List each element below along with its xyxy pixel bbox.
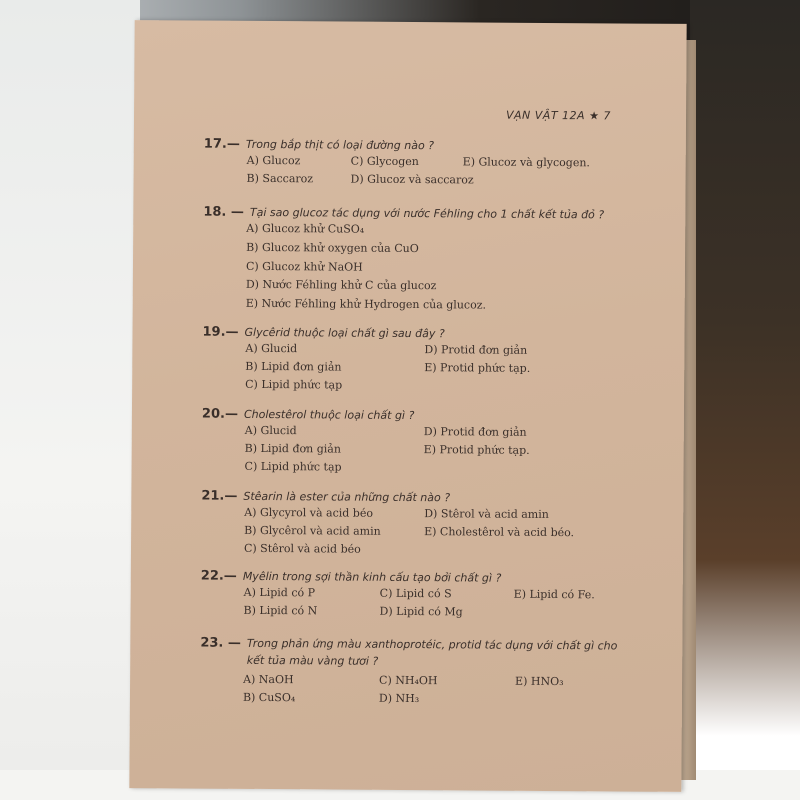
question-text: Glycêrid thuộc loại chất gì sau đây ? [244, 325, 445, 341]
option-c: C) Glucoz khử NaOH [245, 259, 363, 274]
option-c: C) Lipid phức tạp [245, 377, 343, 392]
option-a: A) Glycyrol và acid béo [244, 505, 374, 520]
option-e: E) Nước Féhling khử Hydrogen của glucoz. [245, 296, 487, 312]
option-d: D) Nước Féhling khử C của glucoz [245, 277, 437, 293]
option-a: A) Glucid [245, 341, 298, 356]
option-b: B) Lipid đơn giản [245, 359, 342, 374]
question-number: 21.— [201, 488, 238, 504]
option-a: A) Glucoz [246, 153, 301, 168]
option-b: B) Glycêrol và acid amin [244, 523, 381, 538]
document-page [129, 20, 686, 792]
option-d: D) NH₃ [378, 691, 420, 706]
option-b: B) Lipid đơn giản [244, 441, 341, 456]
question-21 [201, 489, 671, 561]
question-text: Trong bắp thịt có loại đường nào ? [245, 137, 435, 153]
question-19 [202, 325, 672, 397]
option-c: C) Lipid có S [379, 586, 452, 601]
question-text: Trong phản ứng màu xanthoprotéic, protid tác dụng với chất gì cho kết tủa màu vàng tươi ? [246, 636, 618, 668]
option-d: D) Protid đơn giản [423, 425, 527, 439]
option-c: C) NH₄OH [379, 673, 438, 688]
question-text: Stêarin là ester của những chất nào ? [243, 489, 451, 505]
question-23 [200, 635, 670, 710]
option-b: B) CuSO₄ [242, 690, 296, 705]
question-number: 18. — [203, 204, 244, 220]
option-d: D) Lipid có Mg [379, 604, 463, 619]
option-a: A) Glucoz khử CuSO₄ [246, 221, 365, 236]
option-d: D) Glucoz và saccaroz [350, 172, 474, 187]
question-text: Cholestêrol thuộc loại chất gì ? [243, 407, 415, 423]
option-e: E) Protid phức tạp. [423, 443, 530, 457]
option-d: D) Protid đơn giản [424, 343, 528, 357]
question-text: Myêlin trong sợi thần kinh cấu tạo bởi chất gì ? [242, 569, 502, 585]
question-number: 17.— [203, 136, 240, 152]
option-c: C) Glycogen [350, 154, 419, 169]
option-e: E) Glucoz và glycogen. [462, 155, 590, 170]
page-header: VẠN VẬT 12A ★ 7 [505, 108, 611, 123]
option-b: B) Saccaroz [246, 171, 314, 186]
question-17 [204, 137, 674, 191]
option-e: E) Lipid có Fe. [513, 587, 595, 602]
background-right [690, 0, 800, 800]
option-e: E) HNO₃ [515, 674, 564, 689]
question-number: 23. — [200, 635, 241, 651]
question-number: 20.— [201, 406, 239, 422]
option-c: C) Stêrol và acid béo [243, 541, 361, 556]
option-d: D) Stêrol và acid amin [424, 507, 549, 521]
question-text: Tại sao glucoz tác dụng với nước Féhling cho 1 chất kết tủa đỏ ? [249, 205, 605, 222]
question-22 [201, 569, 671, 623]
option-a: A) NaOH [243, 672, 294, 687]
background-left [0, 0, 140, 800]
option-e: E) Cholestêrol và acid béo. [424, 525, 575, 540]
option-a: A) Lipid có P [243, 585, 316, 600]
question-20 [202, 407, 672, 479]
question-number: 22.— [200, 568, 237, 584]
question-18 [203, 205, 674, 315]
option-b: B) Lipid có N [243, 603, 318, 618]
option-b: B) Glucoz khử oxygen của CuO [246, 240, 419, 256]
option-c: C) Lipid phức tạp [244, 459, 342, 474]
option-e: E) Protid phức tạp. [424, 361, 531, 375]
question-number: 19.— [202, 324, 239, 340]
option-a: A) Glucid [244, 423, 297, 438]
